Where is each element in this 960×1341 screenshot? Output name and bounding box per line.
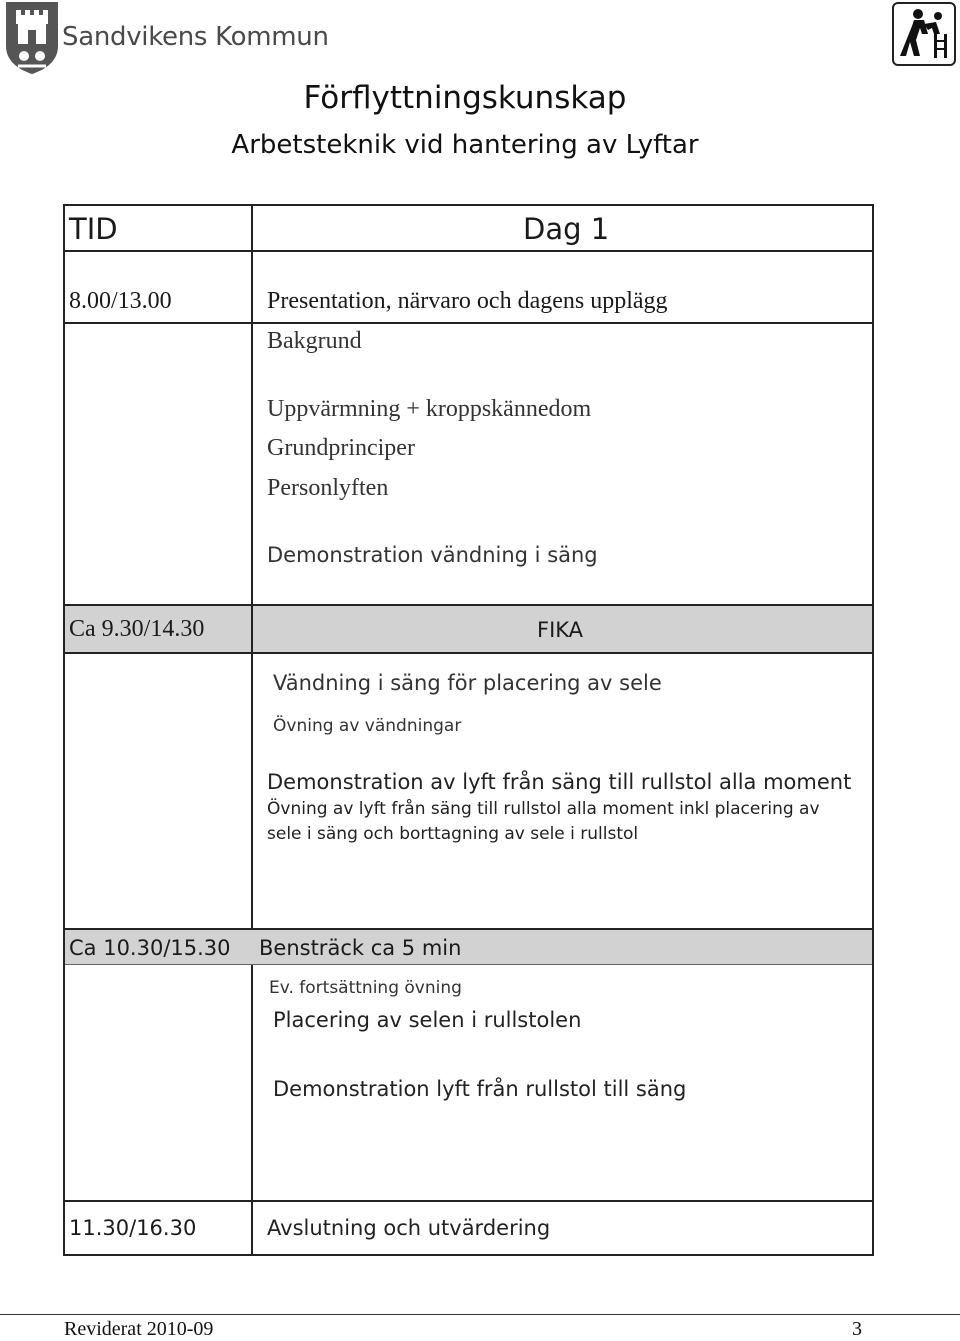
row3-item: Ev. fortsättning övning (269, 978, 462, 998)
row3-break: Bensträck ca 5 min (259, 936, 462, 960)
page-subtitle: Arbetsteknik vid hantering av Lyftar (231, 130, 699, 160)
row4-time: 11.30/16.30 (69, 1216, 197, 1240)
row1-item: Personlyften (267, 475, 389, 501)
page-number: 3 (852, 1318, 862, 1340)
row2-break: FIKA (537, 618, 584, 642)
row3-item: Placering av selen i rullstolen (273, 1008, 582, 1032)
row1-item: Bakgrund (267, 328, 362, 354)
header-logo (0, 0, 329, 78)
col-divider (251, 964, 253, 1202)
row1-item: Demonstration vändning i säng (267, 543, 598, 567)
row-divider (65, 928, 872, 930)
header-time: TID (69, 212, 118, 246)
row3-item: Demonstration lyft från rullstol till säng (273, 1077, 687, 1101)
col-divider (251, 1202, 253, 1254)
schedule-table (63, 204, 874, 1256)
row-divider (65, 964, 872, 965)
row2-item: Övning av vändningar (273, 716, 462, 736)
caregiver-transfer-icon (892, 2, 956, 66)
col-divider (251, 326, 253, 606)
row2-time: Ca 9.30/14.30 (69, 616, 205, 642)
col-divider (251, 606, 253, 654)
page-title: Förflyttningskunskap (303, 80, 627, 116)
row4-item: Avslutning och utvärdering (267, 1216, 551, 1240)
row2-item: Demonstration av lyft från säng till rullstol alla moment (267, 770, 852, 794)
row-divider (65, 250, 872, 252)
row1-item: Presentation, närvaro och dagens upplägg (267, 288, 668, 314)
footer-rule (0, 1314, 960, 1315)
row-divider (65, 1200, 872, 1202)
row2-item: sele i säng och borttagning av sele i rullstol (267, 824, 639, 844)
brand-name: Sandvikens Kommun (62, 22, 329, 52)
col-divider (251, 252, 253, 326)
col-divider (251, 654, 253, 930)
row2-item: Vändning i säng för placering av sele (273, 671, 662, 695)
row-divider (65, 652, 872, 654)
row-divider (65, 322, 872, 324)
row1-time: 8.00/13.00 (69, 288, 172, 314)
row-divider (65, 604, 872, 606)
header-day: Dag 1 (523, 212, 610, 246)
municipal-crest-icon (4, 0, 60, 76)
footer-revised: Reviderat 2010-09 (64, 1318, 214, 1340)
row1-item: Grundprinciper (267, 435, 415, 461)
row1-item: Uppvärmning + kroppskännedom (267, 396, 592, 422)
row3-time: Ca 10.30/15.30 (69, 936, 231, 960)
row2-item: Övning av lyft från säng till rullstol alla moment inkl placering av (267, 799, 820, 819)
col-divider (251, 206, 253, 252)
